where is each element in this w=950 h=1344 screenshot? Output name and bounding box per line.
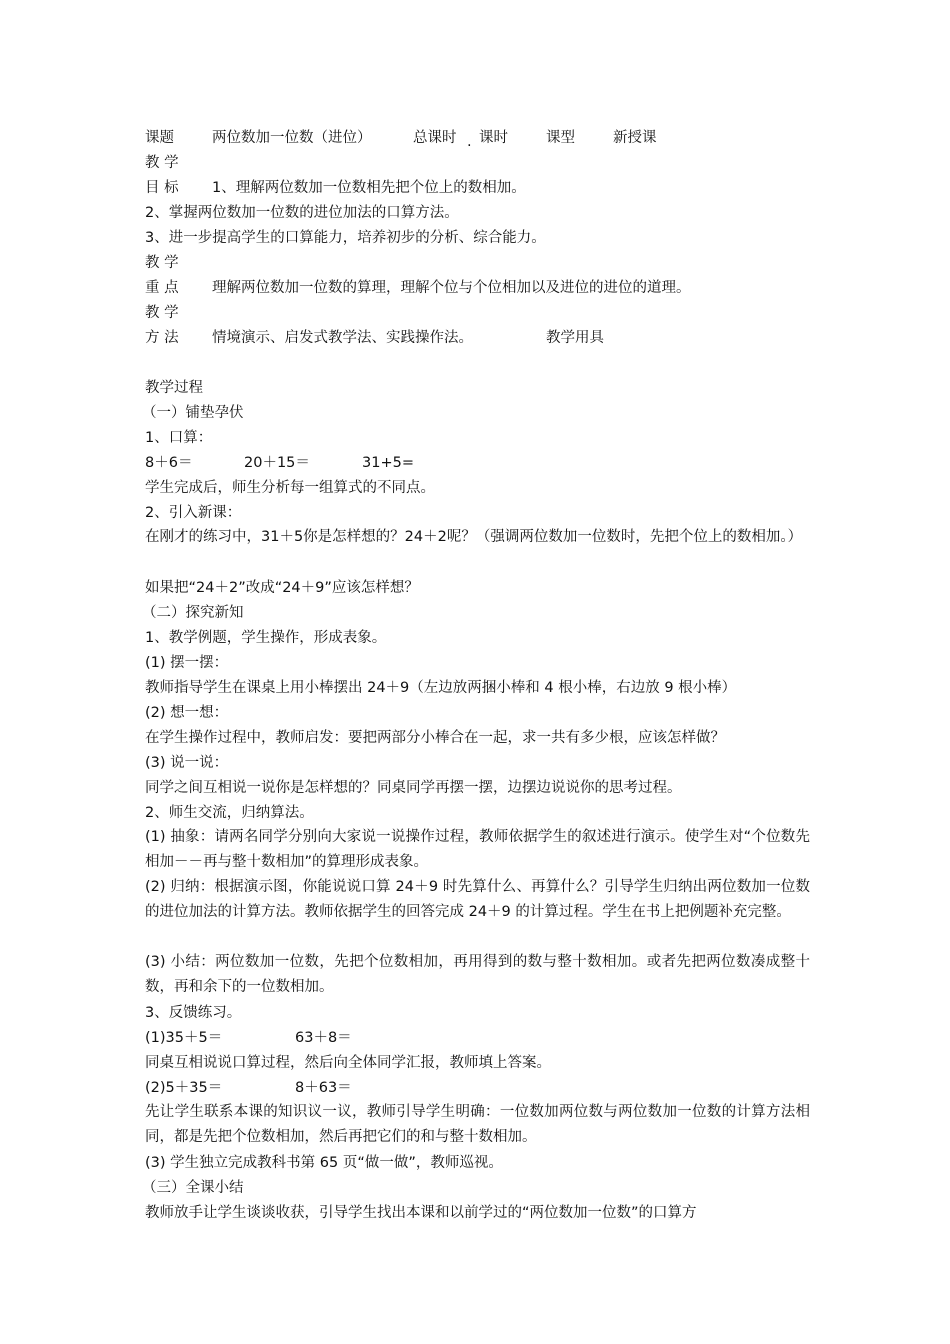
s2-item-1: 1、教学例题，学生操作，形成表象。 xyxy=(145,630,387,646)
focus-label-top: 教 学 xyxy=(145,255,179,271)
exercise-2b: 8＋63＝ xyxy=(295,1080,352,1096)
section-3-title: （三）全课小结 xyxy=(142,1180,244,1196)
calc-a: 8＋6＝ xyxy=(145,455,193,471)
section-2-title: （二）探究新知 xyxy=(142,605,244,621)
type-label: 课型 xyxy=(546,130,575,146)
method-label-top: 教 学 xyxy=(145,305,179,321)
s1-text-2: 在刚才的练习中，31＋5你是怎样想的？24＋2呢？（强调两位数加一位数时，先把个位上的数相加。） xyxy=(145,529,803,545)
exercise-2a: (2)5＋35＝ xyxy=(145,1080,223,1096)
subject-value: 两位数加一位数（进位） xyxy=(212,130,372,146)
s1-text-1: 学生完成后，师生分析每一组算式的不同点。 xyxy=(145,480,435,496)
exercise-2-text: 先让学生联系本课的知识议一议，教师引导学生明确：一位数加两位数与两位数加一位数的计算方法相同，都是先把个位数相加，然后再把它们的和与整十数相加。 xyxy=(145,1104,810,1145)
hours-dot: . xyxy=(467,134,472,150)
goal-item-2: 2、掌握两位数加一位数的进位加法的口算方法。 xyxy=(145,205,459,221)
calc-b: 20＋15＝ xyxy=(244,455,310,471)
hours-label: 课时 xyxy=(479,130,508,146)
s1-item-2: 2、引入新课： xyxy=(145,505,242,521)
step-3-label: (3) 说一说： xyxy=(145,755,229,771)
exercise-1-text: 同桌互相说说口算过程，然后向全体同学汇报，教师填上答案。 xyxy=(145,1055,551,1071)
total-hours-label: 总课时 xyxy=(413,130,457,146)
summary-3: (3) 小结：两位数加一位数，先把个位数相加，再用得到的数与整十数相加。或者先把两位数凑成整十数，再和余下的一位数相加。 xyxy=(145,954,810,995)
tools-label: 教学用具 xyxy=(546,330,604,346)
exercise-1b: 63＋8＝ xyxy=(295,1030,352,1046)
summary-1: (1) 抽象：请两名同学分别向大家说一说操作过程，教师依据学生的叙述进行演示。使学生对“个位数先相加－－再与整十数相加”的算理形成表象。 xyxy=(145,829,810,870)
s2-item-3: 3、反馈练习。 xyxy=(145,1005,242,1021)
step-1-label: (1) 摆一摆： xyxy=(145,655,229,671)
goal-item-1: 1、理解两位数加一位数相先把个位上的数相加。 xyxy=(212,180,526,196)
step-2-text: 在学生操作过程中，教师启发：要把两部分小棒合在一起，求一共有多少根，应该怎样做？ xyxy=(145,730,725,746)
s2-item-2: 2、师生交流，归纳算法。 xyxy=(145,805,314,821)
focus-label-bottom: 重 点 xyxy=(145,280,179,296)
method-text: 情境演示、启发式教学法、实践操作法。 xyxy=(212,330,473,346)
section-3-text: 教师放手让学生谈谈收获，引导学生找出本课和以前学过的“两位数加一位数”的口算方 xyxy=(145,1205,697,1221)
s1-text-3: 如果把“24＋2”改成“24＋9”应该怎样想？ xyxy=(145,580,419,596)
calc-c: 31+5= xyxy=(362,455,414,471)
method-label-bottom: 方 法 xyxy=(145,330,179,346)
goal-item-3: 3、进一步提高学生的口算能力，培养初步的分析、综合能力。 xyxy=(145,230,546,246)
section-1-title: （一）铺垫孕伏 xyxy=(142,405,244,421)
step-1-text: 教师指导学生在课桌上用小棒摆出 24＋9（左边放两捆小棒和 4 根小棒，右边放 9 根小棒） xyxy=(145,680,737,696)
subject-label: 课题 xyxy=(145,130,174,146)
goals-label-top: 教 学 xyxy=(145,155,179,171)
type-value: 新授课 xyxy=(613,130,657,146)
goals-label-bottom: 目 标 xyxy=(145,180,179,196)
step-3-text: 同学之间互相说一说你是怎样想的？同桌同学再摆一摆，边摆边说说你的思考过程。 xyxy=(145,780,682,796)
focus-text: 理解两位数加一位数的算理，理解个位与个位相加以及进位的进位的道理。 xyxy=(212,280,691,296)
summary-2: (2) 归纳：根据演示图，你能说说口算 24＋9 时先算什么、再算什么？引导学生归纳出两位数加一位数的进位加法的计算方法。教师依据学生的回答完成 24＋9 的计算过程。学生在书上把例题补充完整。 xyxy=(145,879,810,920)
process-title: 教学过程 xyxy=(145,380,203,396)
step-2-label: (2) 想一想： xyxy=(145,705,229,721)
exercise-3: (3) 学生独立完成教科书第 65 页“做一做”，教师巡视。 xyxy=(145,1155,503,1171)
exercise-1a: (1)35＋5＝ xyxy=(145,1030,223,1046)
s1-item-1: 1、口算： xyxy=(145,430,213,446)
